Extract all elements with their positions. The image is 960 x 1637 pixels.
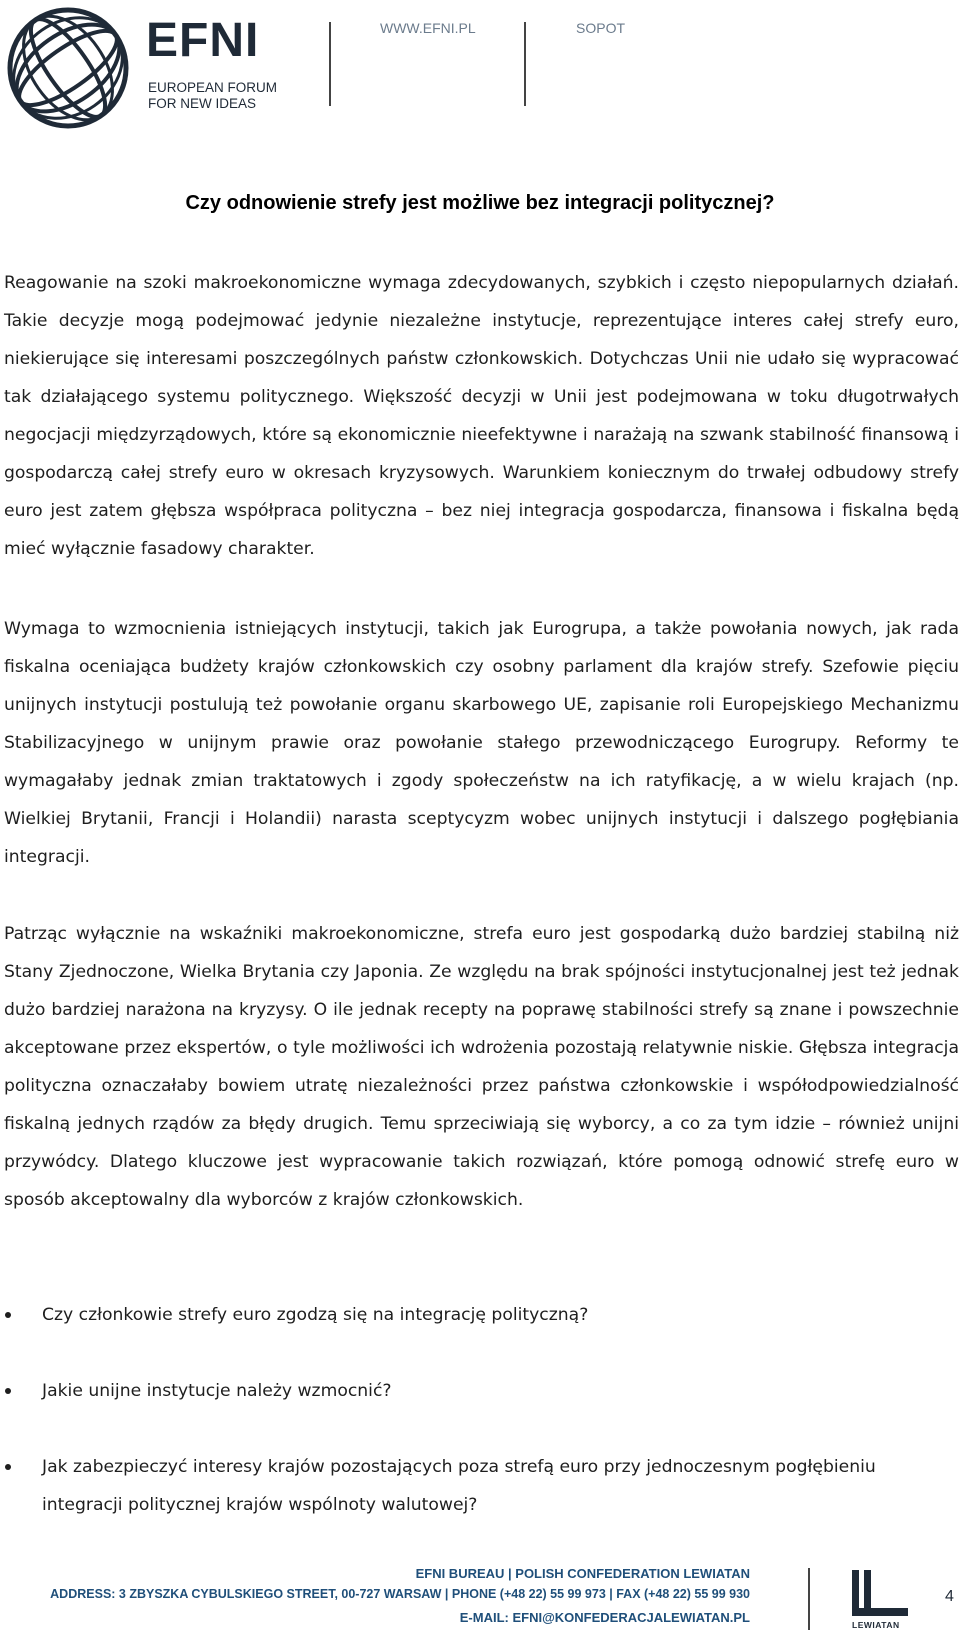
header-divider-2 — [524, 22, 526, 106]
header-city: SOPOT — [576, 20, 626, 36]
question-list — [0, 1296, 960, 1562]
footer-divider — [808, 1568, 810, 1630]
footer-address: ADDRESS: 3 ZBYSZKA CYBULSKIEGO STREET, 00-727 WARSAW | PHONE (+48 22) 55 99 973 | FAX (+48 22) 55 99 930 — [50, 1587, 750, 1601]
efni-globe-logo-icon — [4, 4, 132, 132]
header-divider-1 — [329, 22, 331, 106]
paragraph-2: Wymaga to wzmocnienia istniejących instytucji, takich jak Eurogrupa, a także powołania nowych, jak rada fiskalna oceniająca budżety krajów członkowskich czy osobny parlament dla krajów strefy. Szefowie pięciu unijnych instytucji postulują też powołanie organu skarbowego UE, zapisanie roli Europejskiego Mechanizmu Stabilizacyjnego w unijnym prawie oraz powołanie stałego przewodniczącego Eurogrupy. Reformy te wymagałaby jednak zmian traktatowych i zgody społeczeństw na ich ratyfikację, a w wielu krajach (np. Wielkiej Brytanii, Francji i Holandii) narasta sceptycyzm wobec unijnych instytucji i dalszego pogłębiania integracji. — [4, 619, 959, 867]
question-text: Czy członkowie strefy euro zgodzą się na integrację polityczną? — [42, 1305, 589, 1325]
brand-tagline — [148, 80, 277, 112]
question-item — [0, 1448, 960, 1524]
bullet-icon — [5, 1312, 11, 1318]
paragraph-3: Patrząc wyłącznie na wskaźniki makroekonomiczne, strefa euro jest gospodarką dużo bardziej stabilną niż Stany Zjednoczone, Wielka Brytania czy Japonia. Ze względu na brak spójności instytucjonalnej jest też jednak dużo bardziej narażona na kryzysy. O ile jednak recepty na poprawę stabilności strefy są znane i powszechnie akceptowane przez ekspertów, o tyle możliwości ich wdrożenia pozostają relatywnie niskie. Głębsza integracja polityczna oznaczałaby bowiem utratę niezależności przez państwa członkowskie i współodpowiedzialność fiskalną jednych rządów za błędy drugich. Temu sprzeciwiają się wyborcy, a co za tym idzie – również unijni przywódcy. Dlatego kluczowe jest wypracowanie takich rozwiązań, które pomogą odnowić strefę euro w sposób akceptowalny dla wyborców z krajów członkowskich. — [4, 924, 959, 1210]
brand-name: EFNI — [146, 14, 260, 67]
footer-email[interactable]: E-MAIL: EFNI@KONFEDERACJALEWIATAN.PL — [459, 1610, 750, 1625]
bullet-icon — [5, 1464, 11, 1470]
header-website-url[interactable]: WWW.EFNI.PL — [380, 20, 476, 36]
question-item — [0, 1372, 960, 1410]
page-number: 4 — [945, 1588, 954, 1605]
lewiatan-logo-icon — [850, 1570, 910, 1616]
page-header — [0, 0, 960, 140]
tagline-line-2: FOR NEW IDEAS — [148, 96, 257, 111]
lewiatan-wordmark: LEWIATAN — [852, 1620, 900, 1630]
paragraph-1: Reagowanie na szoki makroekonomiczne wymaga zdecydowanych, szybkich i często niepopularnych działań. Takie decyzje mogą podejmować jedynie niezależne instytucje, reprezentujące interes całej strefy euro, niekierujące się interesami poszczególnych państw członkowskich. Dotychczas Unii nie udało się wypracować tak działającego systemu politycznego. Większość decyzji w Unii jest podejmowana w toku długotrwałych negocjacji międzyrządowych, które są ekonomicznie nieefektywne i narażają na szwank stabilność finansową i gospodarczą całej strefy euro w okresach kryzysowych. Warunkiem koniecznym do trwałej odbudowy strefy euro jest zatem głębsza współpraca polityczna – bez niej integracja gospodarcza, finansowa i fiskalna będą mieć wyłącznie fasadowy charakter. — [4, 273, 959, 559]
page-footer — [0, 1560, 960, 1637]
document-title: Czy odnowienie strefy jest możliwe bez integracji politycznej? — [185, 192, 775, 214]
bullet-icon — [5, 1388, 11, 1394]
question-text: Jak zabezpieczyć interesy krajów pozostających poza strefą euro przy jednoczesnym pogłębieniu integracji politycznej krajów wspólnoty walutowej? — [42, 1457, 876, 1515]
footer-bureau: EFNI BUREAU | POLISH CONFEDERATION LEWIATAN — [415, 1566, 750, 1581]
question-item — [0, 1296, 960, 1334]
tagline-line-1: EUROPEAN FORUM — [148, 80, 278, 95]
question-text: Jakie unijne instytucje należy wzmocnić? — [42, 1381, 392, 1401]
